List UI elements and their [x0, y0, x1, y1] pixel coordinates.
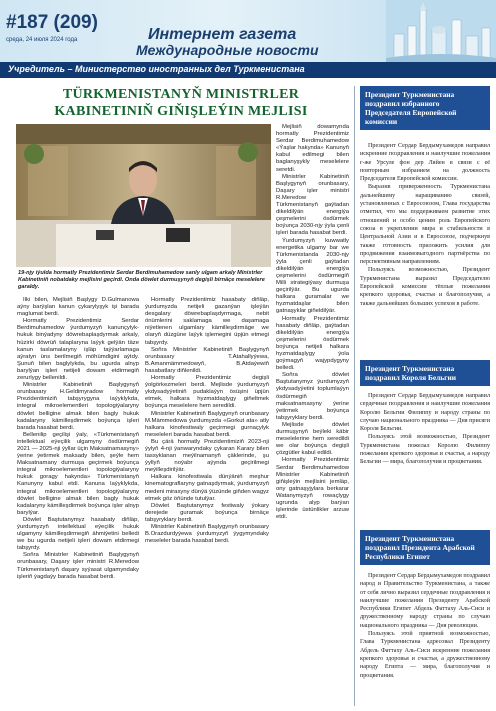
paragraph: Hormatly Prezidentimiz Serdar Berdimuhamedow ýurdumyzyň kanunçylyk-hukuk binýadyny döwrebaplaşdyrmak arkaly, hüzirki döwrüň talaplaryna laýyk gelýän täze kanun taslamalaryny işläp taýýarlamaga aýratyn üns berilmegiň möhümdigini aýtdy. Şunuň bilen baglylykda, bu ugurda alnyp barylýan işleri netijeli dowam etdirmegiň zerurlygy bellenildi.	[17, 318, 139, 382]
paragraph: Soňra Ministrler Kabinetiniň Başlygynyň orunbasary T.Atahallyýewa, B.Amanmämmedowyň, B.Atdaýewiň hasabatlary diňlenildi.	[145, 346, 269, 374]
sidebar-box-2-title: Президент Туркменистана поздравил Короля Бельгии	[360, 360, 490, 386]
paragraph: Президент Сердар Бердымухамедов поздравил народ и Правительство Туркменистана, а также от себя лично выразил сердечные поздравления и наилучшие пожелания Президенту Арабской Республики Египет Абдель Фаттаху Аль-Сиси и дружественному народу страны по случаю национального праздника — Дня революции.	[360, 573, 490, 629]
founder-band	[0, 62, 496, 78]
paragraph: Soňra döwlet Baştutanymyz ýurdumyzyň ykdysadyýetini toplumlaýyn ösdürmegiň maksatnamasyny ýerine ýetirmek boýunça tabşyryklary berdi.	[276, 372, 349, 421]
paragraph: Hormatly Prezidentimiz degişli ýolgörkezmeleri berdi. Mejlisde ýurdumyzyň ykdysadyýetiniň pudaklaýyn ösüşini üpjün etmek, halkara hyzmatdaşlygy giňeltmek boýunça meselelere hem seredildi.	[145, 375, 269, 410]
paragraph: Halkara kinofestiwala dünýäniň meşhur kinematograflaryny gatnaşdyrmak, ýurdumyzyň medeni mirasyny dünýä ýüzünde giňden wagyz etmek göz öňünde tutulýar.	[145, 474, 269, 502]
paragraph: Mejlisiň dowamynda hormatly Prezidentimiz Serdar Berdimuhamedow «Ýaşlar hakynda» Kanunyň kabul edilmegi bilen baglanyşykly meselelere seretdi.	[276, 124, 349, 173]
city-skyline-illustration	[386, 0, 496, 62]
paragraph: Выразив приверженность Туркменистана дальнейшему наращиванию связей, установленных с Евросоюзом, Глава государства отметил, что мы поддерживаем развитие этих отношений и особо ценим роль Европейского союза в укреплении мира и стабильности в Центральной Азии и в Евросоюзе, подчеркнув также готовность приложить усилия для продвижения взаимовыгодного партнёрства по перспективным направлениям.	[360, 184, 490, 266]
paragraph: Mejlisde döwlet durmuşynyň beýleki käbir meselelerine hem seredildi we olar boýunça degişli çözgütler kabul edildi.	[276, 421, 349, 457]
paragraph: Пользуясь этой приятной возможностью, Глава Туркменистана адресовал Президенту Абдель Фаттаху Аль-Сиси искренние пожелания крепкого здоровья и счастья, а дружественному народу Египта — мира, благополучия и процветания.	[360, 631, 490, 679]
paragraph: Ýurdumyzyň kuwwatly energetika ulgamy bar we Türkmenistanda 2030-njy ýyla çenli gaýtadan dikeldilýän energiýa çeşmelerini ösdürmegiň Milli strategiýasy durmuşa geçirilýär. Bu ugurda halkara guramalar we hyzmatdaşlar bilen gatnaşyklar giňeldilýär.	[276, 237, 349, 315]
paragraph: Ministrler Kabinetiniň Başlygynyň orunbasary M.Mämmedowa ýurdumyzda «Gorkut ata» atly halkara kinofestiwaly geçirmegi gurnaçylyk meseleleri barada hasabat berdi.	[145, 410, 269, 438]
sidebar-box-1-title: Президент Туркменистана поздравил избранного Председателя Европейской комиссии	[360, 86, 490, 130]
photo-caption: 19-njy iýulda hormatly Prezidentimiz Serdar Berdimuhamedow sanly ulgam arkaly Ministrler Kabinetiniň nobatdaky mejlisini geçirdi. Onda döwlet durmuşynyň degişli birnäçe meselelere garaldy.	[18, 270, 265, 290]
article-column-3	[276, 124, 349, 707]
sidebar-box-3-text	[360, 572, 490, 708]
newspaper-title-line2: Международные новости	[136, 42, 319, 58]
paragraph: Пользуясь возможностью, Президент Туркменистана выразил Председателю Европейской комиссии тёплые пожелания крепкого здоровья, счастья и благополучия, а также дальнейших больших успехов в работе.	[360, 267, 490, 307]
paragraph: Президент Сердар Бердымухамедов направил сердечные поздравления и наилучшие пожелания Королю Бельгии Филиппу и народу страны по случаю национального праздника — Дня присяги Короля Бельгии.	[360, 393, 490, 433]
article-headline	[16, 87, 346, 120]
paragraph: Soňra Ministrler Kabinetiniň Başlygynyň orunbasary, Daşary işler ministri R.Meredow Türkmenistanyň daşary syýasat ulgamyndaky işleriň ýagdaýy barada hasabat berdi.	[17, 552, 139, 580]
paragraph: Ministrler Kabinetiniň Başlygynyň orunbasary B.Orazdurdyýewa ýurdumyzyň ýygymyndaky meseleler barada hasabat berdi.	[145, 524, 269, 545]
article-column-1	[17, 297, 139, 707]
paragraph: Пользуясь этой возможностью, Президент Туркменистана пожелал Королю Филиппу пожелания крепкого здоровья и счастья, а народу Бельгии — мира, благополучия и процветания.	[360, 434, 490, 466]
paragraph: Hormatly Prezidentimiz hasabaty diňläp, gaýtadan dikeldilýän energiýa çeşmelerini ösdürmek boýunça netijeli halkara hyzmatdaşlygy ýola goýmagyň wajypdygyny belledi.	[276, 315, 349, 372]
sidebar-box-1-text	[360, 142, 490, 354]
article-column-2	[145, 297, 269, 707]
paragraph: Hormatly Prezidentimiz Serdar Berdimuhamedow Ministrler Kabinetiniň giňişleýin mejlisini jemläp, ony gatnaşyjylara berkarar Watanymyzyň rowaçlygy ugrunda alyp barýan işlerinde üstünlikler arzuw etdi.	[276, 457, 349, 521]
paragraph: Bellenilip geçilişi ýaly, «Türkmenistanyň intellektual eýeçilik ulgamyny ösdürmegiň 2021 — 2025-nji ýyllar üçin Maksatnamasyny» ýerine ýetirmek maksady bilen, şeýle hem Maksatnamany durmuşa geçirmek boýunça integral mikroelementleri topologiýalaryny hukuk goragy hakynda» Türkmenistanyň Kanunyny kabul etdi. Kanuna laýyklykda, integral mikroelementleri topologiýalaryny döwlet belligine almak bilen bagly hukuk kadalaryny kämilleşdirmek boýunça işler alnyp barylýar.	[17, 431, 139, 516]
founder-text: Учредитель – Министерство иностранных дел Туркменистана	[8, 64, 305, 74]
paragraph: Bu çärä hormatly Prezidentimiziň 2023-nji ýylyň 4-nji ýanwaryndaky çykaran Karary bilen tassyklanan meýilnamanyň çäklerinde, şu ýyllyň noýabr aýynda geçirilmegi meýilleşdirilýär.	[145, 438, 269, 474]
paragraph: Döwlet Baştutanymyz festiwaly ýokary derejede guramak boýunça birnäçe tabşyryklary berdi.	[145, 502, 269, 523]
paragraph: Ministrler Kabinetiniň Başlygynyň orunbasary H.Geldimyradow hormatly Prezidentimiziň tabşyrygyna laýyklykda, integral mikroelementleri topologiýalaryny döwlet belligine almak bilen bagly hukuk kadalaryny kämilleşdirmek boýunça işleri barada hasabat berdi.	[17, 382, 139, 431]
newspaper-title-line1: Интернет газета	[148, 26, 297, 43]
headline-line2: KABINETINIŇ GIŇIŞLEÝIN MEJLISI	[54, 104, 308, 119]
column-divider	[354, 86, 355, 706]
headline-line1: TÜRKMENISTANYŇ MINISTRLER	[62, 87, 300, 102]
issue-number: #187 (209)	[6, 12, 98, 33]
president-photo	[16, 124, 271, 267]
sidebar-box-3-title: Президент Туркменистана поздравил Президента Арабской Республики Египет	[360, 530, 490, 565]
sidebar-box-2-text	[360, 392, 490, 524]
paragraph: Президент Сердар Бердымухамедов направил искренние поздравления и наилучшие пожелания г-же Урсуле фон дер Ляйен в связи с её повторным избранием на должность Председателя Европейской комиссии.	[360, 143, 490, 183]
paragraph: Ministrler Kabinetiniň Başlygynyň orunbasary, Daşary işler ministri R.Meredow Türkmenistanyň gaýtadan dikeldilýän energiýa çeşmelerini ösdürmek boýunça 2030-njy ýyla çenli işleri barada hasabat berdi.	[276, 173, 349, 237]
issue-date: среда, 24 июля 2024 года	[6, 37, 78, 43]
paragraph: Ilki bilen, Mejlisiň Başlygy D.Gulmanowa aýny barýşlan kanun çykarylyşyk işi barada maglumat berdi.	[17, 297, 139, 318]
paragraph: Hormatly Prezidentimiz hasabaty diňläp, ýurdumyzda netijeli gazanýan işleýän desgalary döwrebaplaşdyrmaga, nebit önümlerini saklamaga we daşamaga niýetlenen ulgamlary kämilleşdirmäge we olaryň düzgüne laýyk işlemegini üpjün etmegi tabşyrdy.	[145, 297, 269, 346]
paragraph: Döwlet Baştutanymyz hasabaty diňläp, ýurdumyzyň intellektual eýeçilik hukuk ulgamyny kämilleşdirmegiň ähmiýetini belledi we bu ugurda netijeli işleri dowam etdirmegi tabşyrdy.	[17, 516, 139, 552]
masthead	[0, 0, 496, 78]
